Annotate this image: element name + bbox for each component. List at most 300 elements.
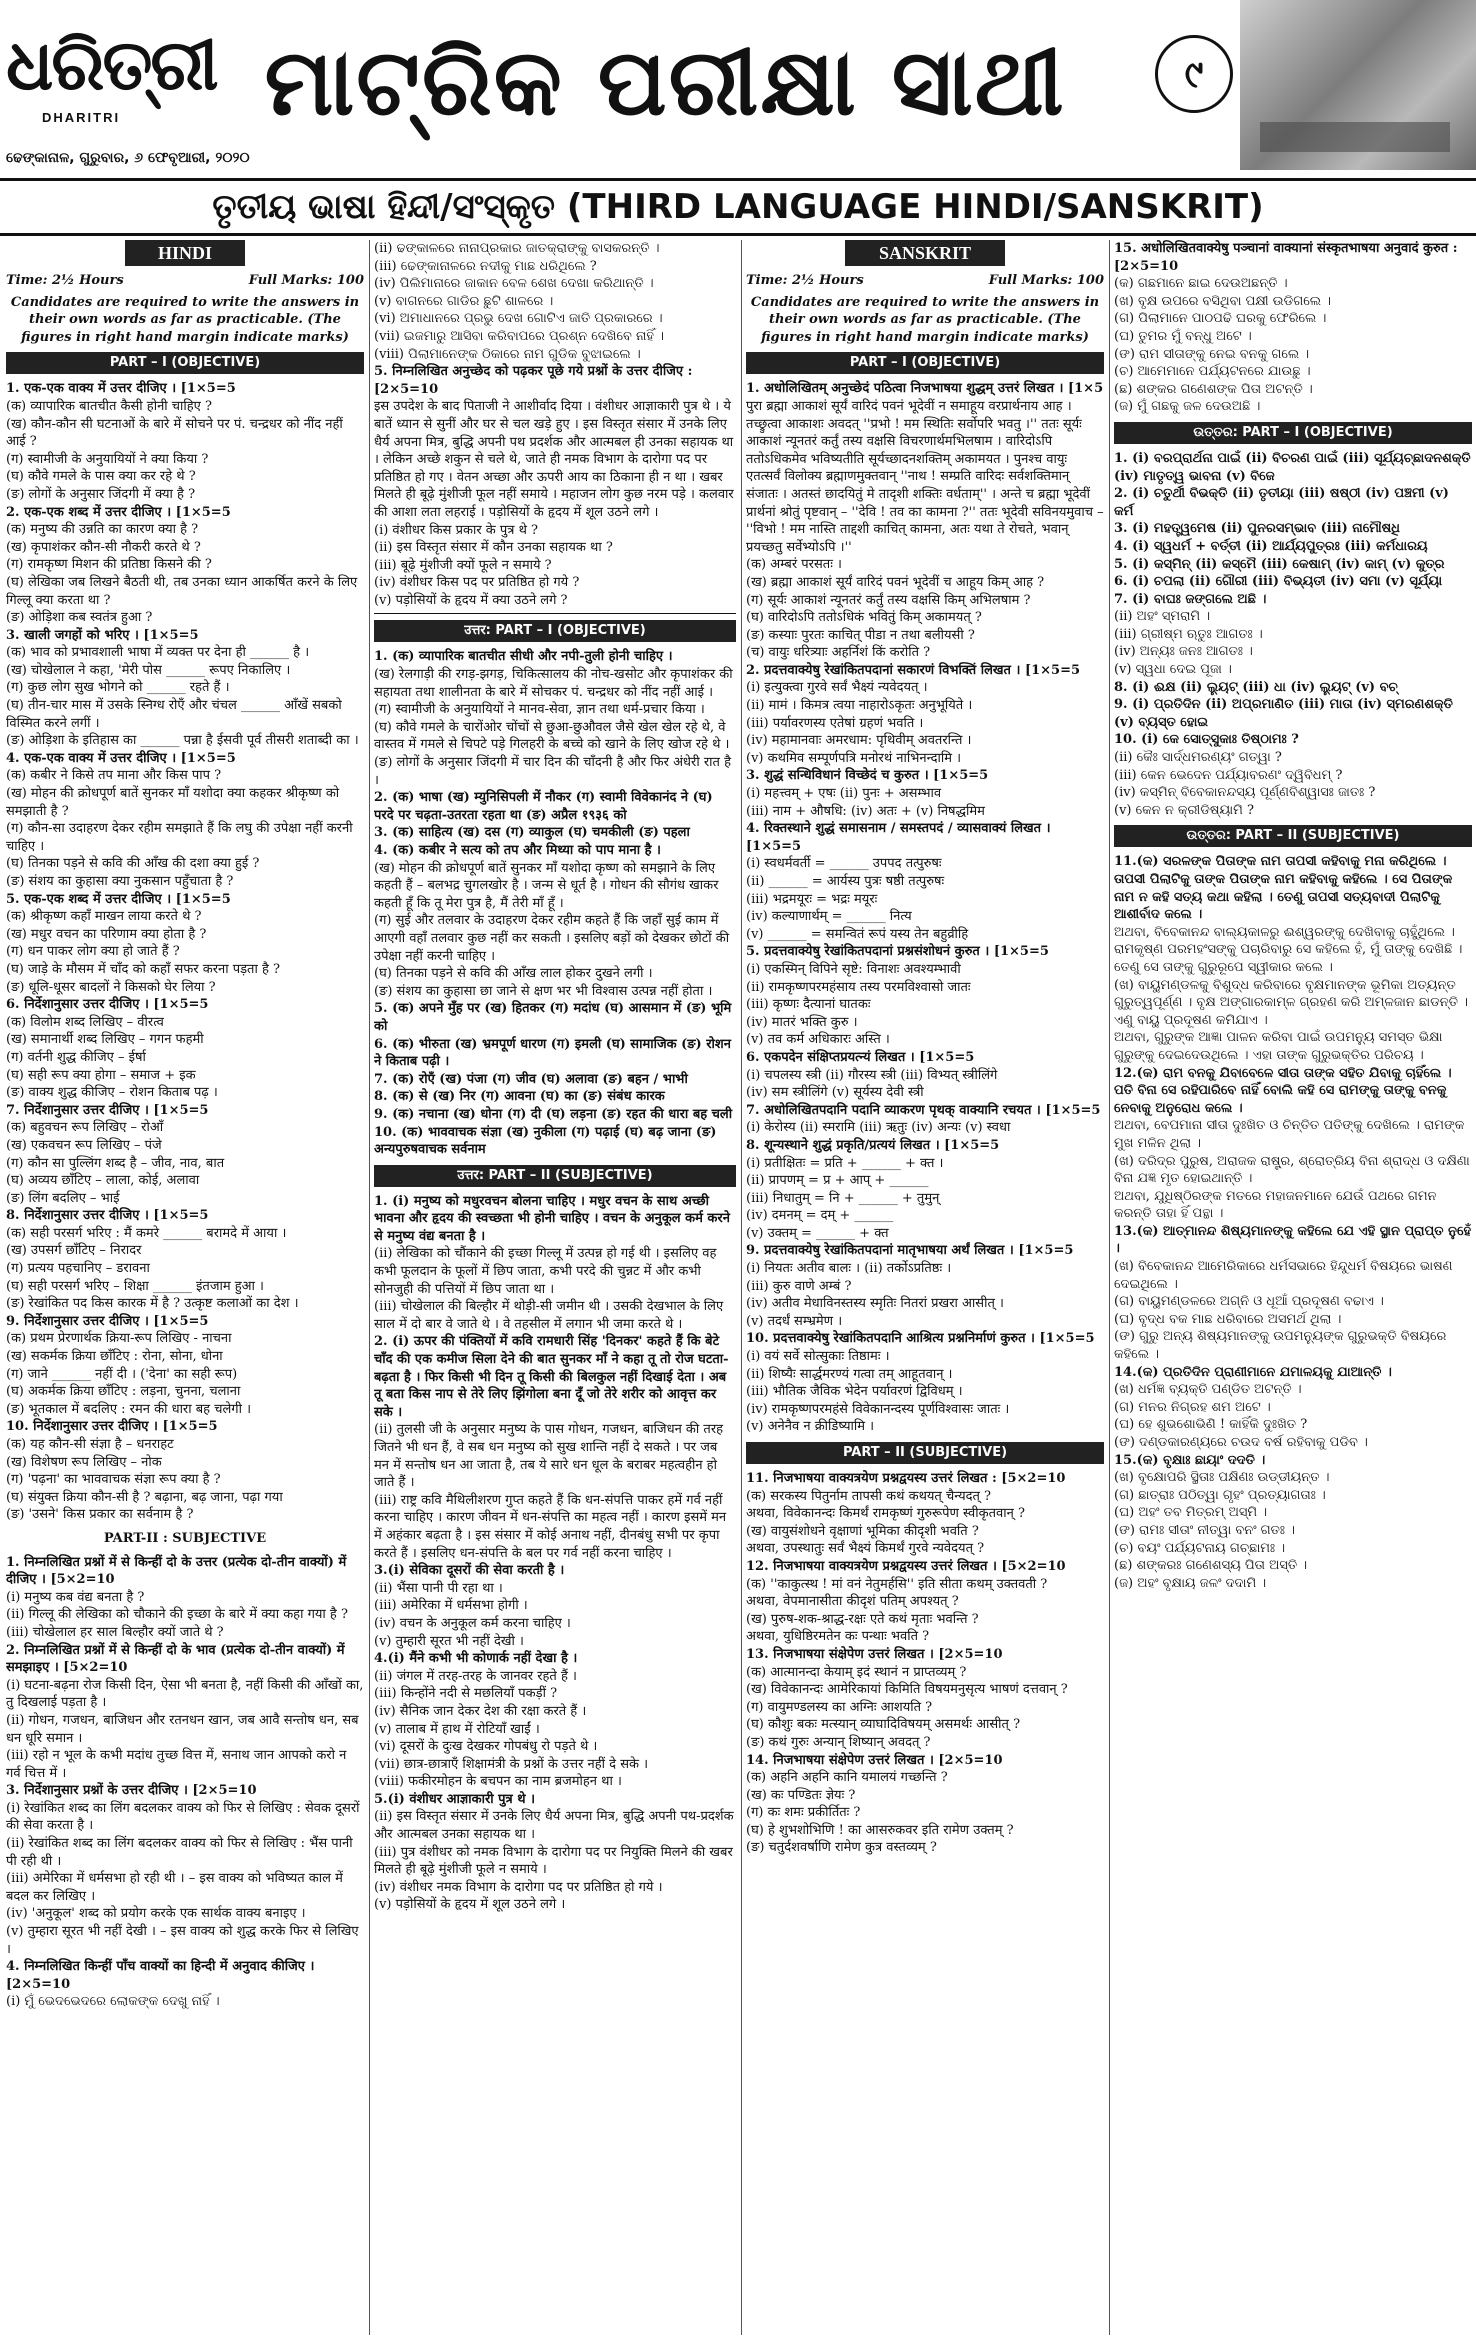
text-line: (क) अम्बरं परसतः । <box>746 557 842 573</box>
text-line: (ख) पुरुष-शक-श्राद्ध-रक्षः एते कथं मृताः भवन्ति ? <box>746 1611 979 1627</box>
text-line: (ङ) संशय का कुहासा छा जाने से क्षण भर भी विश्वास उत्पन्न नहीं होता । <box>374 983 713 999</box>
text-line: (क) विलोम शब्द लिखिए – वीरत्व <box>6 1014 164 1030</box>
text-line: (i) वंशीधर किस प्रकार के पुत्र थे ? <box>374 522 538 538</box>
exam-meta <box>6 272 364 290</box>
text-line: (ग) कौन-सा उदाहरण देकर रहीम समझाते हैं कि लघु की उपेक्षा नहीं करनी चाहिए । <box>6 821 353 854</box>
text-line: (घ) हे शुभशोभिणि ! का आसरुकवर इति रामेण उक्तम् ? <box>746 1822 1014 1838</box>
text-line: 5. एक-एक शब्द में उत्तर दीजिए । [1×5=5 <box>6 891 231 907</box>
text-line: (ख) कः पण्डितः ज्ञेयः ? <box>746 1787 856 1803</box>
text-line: 10. निर्देशानुसार उत्तर दीजिए । [1×5=5 <box>6 1419 218 1435</box>
text-line: (ଖ) ଦରିଦ୍ର ପୁରୁଷ, ଅରାଜକ ରାଷ୍ଟ୍ର, ଶ୍ରୋତ୍ରିୟ ବିନା ଶ୍ରାଦ୍ଧ ଓ ଦକ୍ଷିଣା ବିନା ଯଜ୍ଞ ମୃତ ହୋଇଥାନ୍ତି । <box>1114 1153 1470 1187</box>
text-line: (iii) किन्होंने नदी से मछलियाँ पकड़ीं ? <box>374 1686 558 1702</box>
text-line: (ङ) लोगों के अनुसार जिंदगी में क्या है ? <box>6 486 196 502</box>
text-line: ଅଥବା, ଯୁଧିଷ୍ଠିରଙ୍କ ମତରେ ମହାଜନମାନେ ଯେଉଁ ପଥରେ ଗମନ କରନ୍ତି ତାହା ହିଁ ପନ୍ଥା । <box>1114 1188 1437 1222</box>
text-line: (ग) 'पढ़ना' का भाववाचक संज्ञा रूप क्या है ? <box>6 1472 221 1488</box>
text-line: (ख) ब्रह्मा आकाशं सूर्यं वारिदं पवनं भूदेवीं च आहूय किम् आह ? <box>746 574 1045 590</box>
text-line: (iv) वंशीधर नमक विभाग के दारोगा पद पर प्रतिष्ठित हो गये । <box>374 1879 663 1895</box>
text-line: 3.(i) सेविका दूसरों की सेवा करती है । <box>374 1563 565 1579</box>
text-line: 6. (क) भीरुता (ख) भ्रमपूर्ण धारण (ग) इमली (घ) सामाजिक (ङ) रोशन ने किताब पढ़ी । <box>374 1036 731 1070</box>
text-line: (i) वयं सर्वे सोत्सुकाः तिष्ठामः । <box>746 1349 890 1365</box>
text-line: (ii) गिल्लू की लेखिका को चौकाने की इच्छा के बारे में क्या कहा गया है ? <box>6 1607 348 1623</box>
text-line: (iii) रहो न भूल के कभी मदांध तुच्छ वित्त में, सनाथ जान आपको करो न गर्व चित्त में । <box>6 1748 347 1781</box>
text-line: (ii) तुलसी जी के अनुसार मनुष्य के पास गोधन, गजधन, बाजिधन की तरह जितने भी धन हैं, वे सब धन मनुष्य को सुख शान्ति नहीं दे सकते । पर जब मन में सन्तोष धन आ जाता है, तब ये सारे धन धूल के बराबर महत्वहीन हो जाते हैं । <box>374 1422 724 1491</box>
text-line: (iii) भौतिक जैविक भेदेन पर्यावरणं द्विविधम् । <box>746 1384 963 1400</box>
text-line: (क) श्रीकृष्ण कहाँ माखन लाया करते थे ? <box>6 909 202 925</box>
text-line: (vi) ଅମାଧାନରେ ପ୍ରଭୁ ଦେଖ ଗୋଟିଏ ଜାତି ପ୍ରକାରରେ । <box>374 311 663 327</box>
text-line: (ii) गोधन, गजधन, बाजिधन और रतनधन खान, जब आवै सन्तोष धन, सब धन धूरि समान । <box>6 1712 359 1746</box>
text-line: (ख) मधुर वचन का परिणाम क्या होता है ? <box>6 926 207 942</box>
text-line: (घ) तिनका पड़ने से कवि की आँख की दशा क्या हुई ? <box>6 856 260 872</box>
text-line: (ख) वायुसंशोधने वृक्षाणां भूमिका कीदृशी भवति ? <box>746 1523 979 1539</box>
text-line: 7. (i) ବାଘଃ ଜଙ୍ଗଲେ ଅଛି । <box>1114 591 1267 607</box>
photo-desk-shape <box>1260 122 1450 152</box>
text-line: 2. (i) ऊपर की पंक्तियों में कवि रामधारी सिंह 'दिनकर' कहते हैं कि बेटे चाँद की एक कमीज सिला देने की बात सुनकर माँ ने कहा तू तो रोज घटता-बढ़ता है । फिर किसी भी दिन तू किसी की बिलकुल नहीं दिखाई देता । अब तू बता किस नाप से तेरे लिए झिंगोला बना दूँ जो तेरे शरीर को आवृत्त कर सके । <box>374 1334 729 1420</box>
sanskrit-continued-list <box>1114 240 1472 416</box>
column-sanskrit-answers <box>1114 240 1472 2335</box>
sanskrit-section-label: SANSKRIT <box>845 240 1005 266</box>
text-line: (क) आत्मानन्दा केयाम् इदं स्थानं न प्राप्तव्यम् ? <box>746 1664 967 1680</box>
text-line: (iii) କେନ ଭେଦେନ ପର୍ଯ୍ୟାବରଣଂ ଦ୍ୱିବିଧମ୍ ? <box>1114 767 1343 783</box>
text-line: (v) पड़ोसियों के हृदय में शूल उठने लगे । <box>374 1897 566 1913</box>
text-line: 6. (i) ଚପଲା (ii) ଗୌରୀ (iii) ବିଭ୍ୟତୀ (iv) ସମା (v) ସୂର୍ଯ୍ୟା <box>1114 574 1443 590</box>
text-line: (ग) प्रत्यय पहचानिए – डरावना <box>6 1261 150 1277</box>
text-line: (i) प्रतीक्षितः = प्रति + ______ + क्त । <box>746 1155 944 1171</box>
text-line: (iii) भद्रमयूरः = भद्रः मयूरः <box>746 891 878 907</box>
text-line: (ii) ଢଙ୍କାଳରେ ନାନାପ୍ରକାର ଜାତକ୍ରାଙ୍କୁ ବାସକରନ୍ତି । <box>374 241 660 256</box>
text-line: (ङ) लोगों के अनुसार जिंदगी में चार दिन की चाँदनी है और फिर अंधेरी रात है । <box>374 755 731 788</box>
text-line: (ग) सूर्यः आकाशं न्यूनतरं कर्तुं तस्य वक्षसि किम् अभिलषाम ? <box>746 592 1031 608</box>
text-line: (କ) ଗଛମାନେ ଛାଇ ଦେଉଅଛନ୍ତି । <box>1114 276 1288 292</box>
text-line: (i) मनुष्य कब वंद्य बनता है ? <box>6 1589 145 1605</box>
text-line: 1. एक-एक वाक्य में उत्तर दीजिए । [1×5=5 <box>6 381 236 397</box>
text-line: (ग) कुछ लोग सुख भोगने को ______ रहते हैं । <box>6 680 230 696</box>
text-line: (ଗ) ଛାତ୍ରାଃ ପଠିତ୍ୱା ଗୃହଂ ପ୍ରତ୍ୟାଗତାଃ । <box>1114 1487 1326 1503</box>
text-line: (v) पड़ोसियों के हृदय में क्या उठने लगे ? <box>374 592 568 608</box>
text-line: 13. निजभाषया संक्षेपेण उत्तरं लिखत । [2×5=10 <box>746 1646 1003 1662</box>
text-line: 5. (i) କସ୍ମିନ୍ (ii) କସ୍ମୈ (iii) କେଷାମ୍ (iv) କାମ୍ (v) କୁତ୍ର <box>1114 556 1445 572</box>
text-line: (घ) तीन-चार मास में उसके स्निग्ध रोएँ और चंचल ______ आँखें सबको विस्मित करने लगीं । <box>6 698 342 731</box>
text-line: (ii) जंगल में तरह-तरह के जानवर रहते हैं । <box>374 1668 577 1684</box>
text-line: 5. निम्नलिखित अनुच्छेद को पढ़कर पूछे गये प्रश्नों के उत्तर दीजिए : [2×5=10 <box>374 364 693 397</box>
text-line: (ग) स्वामीजी के अनुयायियों ने क्या किया ? <box>6 451 209 467</box>
text-line: (घ) अकर्मक क्रिया छाँटिए : लड़ना, चुनना, चलाना <box>6 1384 241 1400</box>
candidate-note: Candidates are required to write the answers in their own words as far as practicable. (The figures in right hand margin indicate marks) <box>10 294 360 345</box>
text-line: पुरा ब्रह्मा आकाशं सूर्यं वारिदं पवनं भूदेवीं न समाहूय वरप्रार्थनाय आह । तच्छ्रुत्वा आकाशः अवदत् ''प्रभो ! मम स्थितिः सर्वोपरि भवतु ।'' ततः सूर्यः आकाशं न्यूनतरं कर्तुं तस्य वक्षसि विचरणार्थमभिलषाम । वारिदोऽपि ततोऽधिकमेव भविष्यतीति सूर्यच्छादनशक्तिम् अकामयत । पुनश्च वायुः एतत्सर्वं विलोक्य ब्रह्माणमुक्तवान् ''नाथ ! सम्प्रति वारिदः सर्वशक्तिमान् संजातः । अतस्तं छादयितुं मे तादृशी शक्तिः वर्धताम्'' । अन्ते च ब्रह्मा भूदेवीं प्रार्थनां श्रोतुं पृष्टवान् – ''देवि ! तव का कामना ?'' ततः भूदेवी सविनयमुवाच – ''विभो ! मम नास्ति ताद्दशी काचित् कामना, अतः यथा ते रोचते, भवान् प्रयच्छतु सर्वेभ्योऽपि ।'' <box>746 398 1104 555</box>
text-line: 12.(କ) ରାମ ବନକୁ ଯିବାବେଳେ ସୀତା ତାଙ୍କ ସହିତ ଯିବାକୁ ଚାହିଁଲେ । ପତି ବିନା ସେ ରହିପାରିବେ ନାହିଁ ବୋଲି କହି ସେ ରାମଙ୍କୁ ତାଙ୍କୁ ବନକୁ ନେବାକୁ ଅନୁରୋଧ କଲେ । <box>1114 1065 1452 1116</box>
text-line: (iii) चोखेलाल की बिल्हौर में थोड़ी-सी जमीन थी । उसकी देखभाल के लिए साल में दो बार वे जाते थे । वे तहसील में लगान भी जमा करते थे । <box>374 1299 724 1332</box>
part2-heading: PART-II : SUBJECTIVE <box>103 1530 267 1546</box>
marks-label: Full Marks: 100 <box>248 273 364 288</box>
text-line: (v) ସ୍ୱଧା ଦେଇ ପୂଜା । <box>1114 662 1232 678</box>
text-line: (ଗ) ମନର ନିଗ୍ରହ ଶମ ଅଟେ । <box>1114 1399 1271 1415</box>
text-line: (iii) नाम + औषधि: (iv) अतः + (v) निषद्धमिम <box>746 803 985 819</box>
text-line: (iii) ଢେଙ୍କାନାଳରେ ନଦୀକୁ ମାଛ ଧରିଥିଲେ ? <box>374 258 597 274</box>
text-line: ଅଥବା, ବିବେକାନନ୍ଦ ବାଲ୍ୟକାଳରୁ ଈଶ୍ୱରଙ୍କୁ ଦେଖିବାକୁ ଚାହୁଁଥିଲେ । ରାମକୃଷ୍ଣ ପରମହଂସଙ୍କୁ ପଚାରିବାରୁ ସେ କହିଲେ ହଁ, ମୁଁ ତାଙ୍କୁ ଦେଖିଛି । ତେଣୁ ସେ ତାଙ୍କୁ ଗୁରୁରୂପେ ସ୍ୱୀକାର କଲେ । <box>1114 924 1463 975</box>
text-line: (i) केरोस्य (ii) स्मरामि (iii) ऋतुः (iv) अन्यः (v) स्वधा <box>746 1120 1011 1136</box>
text-line: (iii) ଗ୍ରୀଷ୍ମ ଋତୁଃ ଆଗତଃ । <box>1114 626 1263 642</box>
text-line: (ଖ) ବାୟୁମଣ୍ଡଳକୁ ବିଶୁଦ୍ଧ କରିବାରେ ବୃକ୍ଷମାନଙ୍କ ଭୂମିକା ଅତ୍ୟନ୍ତ ଗୁରୁତ୍ୱପୂର୍ଣ୍ଣ । ବୃକ୍ଷ ଅଙ୍ଗାରକାମ୍ଳ ଗ୍ରହଣ କରି ଅମ୍ଳଜାନ ଛାଡନ୍ତି । ଏଣୁ ବାୟୁ ପ୍ରଦୂଷଣ କମିଯାଏ । <box>1114 977 1468 1028</box>
text-line: 14.(କ) ପ୍ରତିଦିନ ପ୍ରାଣୀମାନେ ଯମାଳୟକୁ ଯାଆନ୍ତି । <box>1114 1364 1392 1380</box>
text-line: (ङ) संशय का कुहासा क्या नुकसान पहुँचाता है ? <box>6 874 234 889</box>
text-line: (क) सही परसर्ग भरिए : मैं कमरे ______ बरामदे में आया । <box>6 1225 287 1241</box>
text-line: (ग) सुई और तलवार के उदाहरण देकर रहीम कहते हैं कि जहाँ सुई काम में आएगी वहाँ तलवार कुछ नहीं कर सकती । इसलिए बड़ों को देखकर छोटों की उपेक्षा नहीं करनी चाहिए । <box>374 913 730 964</box>
text-line: (ख) चोखेलाल ने कहा, 'मेरी पोस ______ रूपए निकालिए । <box>6 662 291 678</box>
text-line: (iv) दमनम् = दम् + ______ <box>746 1208 894 1224</box>
text-line: (ग) कः शमः प्रकीर्तितः ? <box>746 1805 861 1821</box>
dateline: ଢେଙ୍କାନାଳ, ଗୁରୁବାର, ୬ ଫେବୃଆରୀ, ୨୦୨୦ <box>6 150 250 166</box>
text-line: (iii) राष्ट्र कवि मैथिलीशरण गुप्त कहते हैं कि धन-संपत्ति पाकर हमें गर्व नहीं करना चाहिए । कारण जीवन में धन-संपत्ति का महत्व नहीं । कारण इसमें मन में अहंकार बढ़ता है । इस संसार में कोई अनाथ नहीं, दीनबंधु सभी पर कृपा करते हैं । इसलिए धन-संपत्ति के बल पर गर्व नहीं करना चाहिए । <box>374 1492 727 1561</box>
text-line: (घ) कौवे गमले के पास क्या कर रहे थे ? <box>6 469 196 485</box>
text-line: (ख) रेलगाड़ी की रगड़-झगड़, चिकित्सालय की नोच-खसोट और कृपाशंकर की सहायता तथा शालीनता के बारे में सोचकर पं. चन्द्रधर को नींद नहीं आई । <box>374 667 733 700</box>
text-line: (ख) मोहन की क्रोधपूर्ण बातें सुनकर माँ यशोदा क्या कहकर श्रीकृष्ण को समझाती है ? <box>6 786 340 819</box>
text-line: (ଙ) ଗୁରୁ ଅନ୍ୟ ଶିଷ୍ୟମାନଙ୍କୁ ଉପମନ୍ୟୁଙ୍କ ଗୁରୁଭକ୍ତି ବିଷୟରେ କହିଲେ । <box>1114 1329 1447 1363</box>
marks-label: Full Marks: 100 <box>988 273 1104 288</box>
text-line: 2. (क) भाषा (ख) म्युनिसिपली में नौकर (ग) स्वामी विवेकानंद ने (घ) परदे पर चढ़ता-उतरता रहता था (ङ) अप्रैल १९३६ को <box>374 790 713 823</box>
text-line: (ଚ) ବୟଂ ପର୍ଯ୍ୟଟନାୟ ଗଚ୍ଛାମଃ । <box>1114 1540 1286 1556</box>
text-line: (क) बहुवचन रूप लिखिए – रोआँ <box>6 1120 164 1136</box>
text-line: (ग) कौन सा पुल्लिंग शब्द है – जीव, नाव, बात <box>6 1155 225 1171</box>
text-line: 1. (i) ବରପ୍ରାର୍ଥନା ପାଇଁ (ii) ବିଚରଣ ପାଇଁ (iii) ସୂର୍ଯ୍ୟଚ୍ଛାଦନଶକ୍ତି (iv) ମାତୃତ୍ୱ ଭାବନା (v) ବିଜେ <box>1114 450 1471 484</box>
text-line: 7. अधोलिखितपदानि पदानि व्याकरण पृथक् वाक्यानि रचयत । [1×5=5 <box>746 1102 1101 1118</box>
text-line: (ङ) रेखांकित पद किस कारक में है ? उत्कृष्ट कलाओं का देश । <box>6 1296 299 1312</box>
text-line: (ग) स्वामीजी के अनुयायियों ने मानव-सेवा, ज्ञान तथा धर्म-प्रचार किया । <box>374 702 705 718</box>
text-line: (iii) पुत्र वंशीधर को नमक विभाग के दारोगा पद पर नियुक्ति मिलने की खबर मिलते ही बूढ़े मुंशीजी फूले न समाये । <box>374 1844 733 1878</box>
hindi-section-label: HINDI <box>125 240 245 266</box>
part1-heading: PART – I (OBJECTIVE) <box>6 352 364 374</box>
text-line: (i) ମୁଁ ଭେଦଭେଦରେ ଲୋକଙ୍କ ଦେଖୁ ନାହିଁ । <box>6 1994 220 2010</box>
text-line: (घ) तिनका पड़ने से कवि की आँख लाल होकर दुखने लगी । <box>374 966 653 982</box>
text-line: (ଘ) ହେ ଶୁଭଶୋଭିଣି ! କାହିଁକି ଦୁଃଖିତ ? <box>1114 1417 1308 1433</box>
text-line: (v) अनेनैव न क्रीडिष्यामि । <box>746 1419 875 1435</box>
text-line: 15. अधोलिखितवाक्येषु पञ्चानां वाक्यानां संस्कृतभाषया अनुवादं कुरुत : [2×5=10 <box>1114 241 1458 274</box>
text-line: 10. प्रदत्तवाक्येषु रेखांकितपदानि आश्रित्य प्रश्ननिर्माणं कुरुत । [1×5=5 <box>746 1331 1095 1347</box>
text-line: 4. एक-एक वाक्य में उत्तर दीजिए । [1×5=5 <box>6 750 236 766</box>
text-line: (v) କେନ ନ କ୍ରୀଡିଷ୍ୟାମି ? <box>1114 802 1254 818</box>
column-hindi-questions <box>6 240 364 2335</box>
text-line: (क) सरकस्य पितुर्नाम तापसी कथं कथयत् चैन्यदत् ? <box>746 1488 992 1504</box>
text-line: (iv) कल्याणार्थम् = ______ नित्य <box>746 909 912 925</box>
hindi-continued-list <box>374 240 736 609</box>
text-line: (v) तदर्धं सम्भ्रमेण । <box>746 1313 843 1329</box>
hindi-part2-list <box>6 1554 364 2011</box>
text-line: (च) वायुः धरित्र्याः अहर्निशं किं करोति ? <box>746 645 931 661</box>
text-line: (iv) रामकृष्णपरमहंसे विवेकानन्दस्य पूर्णविश्वासः जातः । <box>746 1401 1010 1417</box>
text-line: (iii) बूढ़े मुंशीजी क्यों फूले न समाये ? <box>374 557 552 573</box>
text-line: (ଛ) ଶଙ୍କର ଗଣେଶଙ୍କ ପିତା ଅଟନ୍ତି । <box>1114 381 1313 397</box>
sanskrit-answers2-heading: ଉତ୍ତର: PART – II (SUBJECTIVE) <box>1114 825 1472 847</box>
text-line: 1. निम्नलिखित प्रश्नों में से किन्हीं दो के उत्तर (प्रत्येक दो-तीन वाक्यों) में दीजिए । [5×2=10 <box>6 1554 347 1588</box>
time-label: Time: 2½ Hours <box>746 273 864 288</box>
text-line: (v) कथमिव सम्पूर्णपत्रि मनोरथं नाभिनन्दामि । <box>746 750 962 766</box>
hindi-part1-list <box>6 380 364 1524</box>
hindi-answers1-list <box>374 648 736 1158</box>
text-line: (घ) जाड़े के मौसम में चाँद को कहाँ सफर करना पड़ता है ? <box>6 961 280 977</box>
issue-number-badge: ୯ <box>1155 35 1233 113</box>
text-line: (ख) मोहन की क्रोधपूर्ण बातें सुनकर माँ यशोदा कृष्ण को समझाने के लिए कहती हैं – बलभद्र चुगलखोर है । जन्म से धूर्त है । गोधन की सौगंध खाकर कहती हूँ कि तू मेरा पुत्र है, मैं तेरी माँ हूँ । <box>374 860 719 911</box>
text-line: 6. निर्देशानुसार उत्तर दीजिए । [1×5=5 <box>6 997 209 1013</box>
text-line: (ଘ) ବୃଦ୍ଧ ବକ ମାଛ ଧରିବାରେ ଅସମର୍ଥ ଥିଲା । <box>1114 1311 1342 1327</box>
text-line: 2. एक-एक शब्द में उत्तर दीजिए । [1×5=5 <box>6 504 231 520</box>
text-line: (ङ) कस्याः पुरतः काचित् पीडा न तथा बलीयसी ? <box>746 627 975 643</box>
text-line: 4. (i) ସ୍ୱଧର୍ମ + ବର୍ତ୍ତୀ (ii) ଆର୍ଯ୍ୟପୁତ୍ରଃ (iii) କର୍ମଧାରୟ <box>1114 538 1428 554</box>
text-line: 12. निजभाषया वाक्यत्रयेण प्रश्नद्वयस्य उत्तरं लिखत । [5×2=10 <box>746 1558 1066 1574</box>
text-line: (ख) कृपाशंकर कौन-सी नौकरी करते थे ? <box>6 539 201 555</box>
text-line: 5. प्रदत्तवाक्येषु रेखांकितपदानां प्रश्नसंशोधनं कुरुत । [1×5=5 <box>746 944 1049 960</box>
text-line: (ख) विशेषण रूप लिखिए – नोक <box>6 1454 162 1470</box>
text-line: 13.(କ) ଆତ୍ମାନନ୍ଦ ଶିଷ୍ୟମାନଙ୍କୁ କହିଲେ ଯେ ଏହି ସ୍ଥାନ ପ୍ରାପ୍ତ ନୁହେଁ । <box>1114 1223 1472 1257</box>
text-line: (ଜ) ଅହଂ ବୃକ୍ଷାୟ ଜଳଂ ଦଦାମି । <box>1114 1575 1267 1591</box>
text-line: (i) स्वधर्मवर्ती = ______ उपपद तत्पुरुषः <box>746 856 942 872</box>
text-line: (घ) सही परसर्ग भरिए – शिक्षा ______ इंतजाम हुआ । <box>6 1278 264 1294</box>
text-line: (ग) रामकृष्ण मिशन की प्रतिष्ठा किसने की ? <box>6 557 212 573</box>
text-line: (ङ) लिंग बदलिए – भाई <box>6 1190 120 1206</box>
text-line: 5. (क) अपने मुँह पर (ख) हितकर (ग) मदांध (घ) आसमान में (ङ) भूमि को <box>374 1001 732 1034</box>
text-line: (क) मनुष्य की उन्नति का कारण क्या है ? <box>6 522 199 538</box>
text-line: 8. (i) ଈକ୍ଷ (ii) ଲ୍ୟୁଟ୍ (iii) ଧା (iv) ଲ୍ୟୁଟ୍ (v) ବଚ୍ <box>1114 679 1398 695</box>
text-line: (i) इत्युक्त्वा गुरवे सर्वं भैक्ष्यं न्यवेदयत् । <box>746 680 928 696</box>
column-sanskrit-questions <box>746 240 1104 2335</box>
text-line: (क) ''काकुत्स्थ ! मां वनं नेतुमर्हसि'' इति सीता कथम् उक्तवती ? <box>746 1576 1048 1592</box>
text-line: (ii) मामं । किमत्र त्वया नाहारोऽकृतः अनुभूयिते । <box>746 698 973 714</box>
logo-script: ଧରିତ୍ରୀ <box>6 24 217 106</box>
text-line: (iv) महामानवाः अमरधाम: पृथिवीम् अवतरन्ति । <box>746 733 972 749</box>
text-line: (क) यह कौन-सी संज्ञा है – धनराहट <box>6 1437 174 1452</box>
text-line: 14. निजभाषया संक्षेपेण उत्तरं लिखत । [2×5=10 <box>746 1752 1003 1768</box>
text-line: (ङ) कथं गुरुः अन्यान् शिष्यान् अवदत् ? <box>746 1734 931 1750</box>
text-line: (ii) ଅହଂ ସ୍ମରାମି । <box>1114 609 1211 625</box>
text-line: (ଘ) ଅହଂ ତବ ମିତ୍ରମ୍ ଅସ୍ମି । <box>1114 1505 1268 1521</box>
text-line: (v) तुम्हारा सूरत भी नहीं देखी । – इस वाक्य को शुद्ध करके फिर से लिखिए । <box>6 1924 359 1957</box>
masthead <box>0 0 1476 175</box>
text-line: (i) एकस्मिन् विपिने सृष्टे: विनाशः अवश्यम्भावी <box>746 961 961 977</box>
text-line: (ii) भैंसा पानी पी रहा था । <box>374 1580 503 1596</box>
text-line: (ग) धन पाकर लोग क्या हो जाते हैं ? <box>6 944 180 960</box>
text-line: (ଖ) ବୃକ୍ଷ ଉପରେ ବସିଥିବା ପକ୍ଷୀ ଉଡିଗଲେ । <box>1114 293 1332 309</box>
text-line: (iii) कुरु वाणे अम्बं ? <box>746 1278 852 1294</box>
text-line: (घ) कौवे गमले के चारोंओर चोंचों से छुआ-छुऔवल जैसे खेल खेल रहे थे, वे वास्तव में गमले से चिपटे पड़े गिलहरी के बच्चे को खाने के लिए खोज रहे थे । <box>374 719 730 753</box>
text-line: (क) व्यापारिक बातचीत कैसी होनी चाहिए ? <box>6 398 212 414</box>
text-line: 4. (क) कबीर ने सत्य को तप और मिथ्या को पाप माना है । <box>374 843 661 858</box>
text-line: 4.(i) मैंने कभी भी कोणार्क नहीं देखा है । <box>374 1651 578 1667</box>
logo-latin: DHARITRI <box>42 110 121 125</box>
sanskrit-answers1-heading: ଉତ୍ତର: PART – I (OBJECTIVE) <box>1114 422 1472 444</box>
text-line: (ङ) चतुर्दशवर्षाणि रामेण कुत्र वस्तव्यम् ? <box>746 1840 937 1856</box>
text-line: (ଙ) ରାମ ସୀତାଙ୍କୁ ନେଇ ବନକୁ ଗଲେ । <box>1114 346 1310 362</box>
text-line: 10. (क) भाववाचक संज्ञा (ख) नुकीला (ग) पढ़ाई (घ) बढ़ जाना (ङ) अन्यपुरुषवाचक सर्वनाम <box>374 1124 717 1158</box>
text-line: 15.(କ) ବୃକ୍ଷାଃ ଛାୟାଂ ଦଦତି । <box>1114 1452 1266 1468</box>
text-line: (ङ) ओड़िशा कब स्वतंत्र हुआ ? <box>6 610 153 626</box>
section-divider <box>374 613 736 614</box>
sanskrit-answers1-list <box>1114 450 1472 819</box>
text-line: (viii) फकीरमोहन के बचपन का नाम ब्रजमोहन था । <box>374 1774 622 1790</box>
text-line: (iv) 'अनुकूल' शब्द को प्रयोग करके एक सार्थक वाक्य बनाइए । <box>6 1906 306 1922</box>
text-line: (iv) सम स्त्रीलिंगे (v) सूर्यस्य देवी स्त्री <box>746 1085 924 1101</box>
candidate-note: Candidates are required to write the answers in their own words as far as practicable. (The figures in right hand margin indicate marks) <box>750 294 1100 345</box>
text-line: (ଜ) ମୁଁ ଗଛକୁ ଜଳ ଦେଉଅଛି । <box>1114 399 1261 415</box>
hindi-answers2-heading: उत्तर: PART – II (SUBJECTIVE) <box>374 1165 736 1187</box>
text-line: (ii) इस विस्तृत संसार में उनके लिए धैर्य अपना मित्र, बुद्धि अपनी पथ-प्रदर्शक और आत्मबल उनका सहायक था । <box>374 1809 734 1843</box>
text-line: (ख) सकर्मक क्रिया छाँटिए : रोना, सोना, धोना <box>6 1349 223 1365</box>
text-line: (ख) कौन-कौन सी घटनाओं के बारे में सोचने पर पं. चन्द्रधर को नींद नहीं आई ? <box>6 416 343 450</box>
text-line: ଅଥବା, ଗୁରୁଙ୍କ ଆଜ୍ଞା ପାଳନ କରିବା ପାଇଁ ଉପମନ୍ୟୁ ସମସ୍ତ ଭିକ୍ଷା ଗୁରୁଙ୍କୁ ଦେଇଦେଉଥିଲେ । ଏହା ତାଙ୍କ ଗୁରୁଭକ୍ତିର ପରିଚୟ । <box>1114 1030 1443 1063</box>
text-line: (iv) वचन के अनुकूल कर्म करना चाहिए । <box>374 1615 571 1631</box>
text-line: 7. निर्देशानुसार उत्तर दीजिए । [1×5=5 <box>6 1102 209 1118</box>
text-line: (ङ) भूतकाल में बदलिए : रमन की धारा बह चलेगी । <box>6 1401 252 1417</box>
text-line: 1. अधोलिखितम् अनुच्छेदं पठित्वा निजभाषया शुद्धम् उत्तरं लिखत । [1×5 <box>746 381 1104 397</box>
text-line: (ii) ______ = आर्यस्य पुत्रः षष्ठी तत्पुरुषः <box>746 874 945 889</box>
newspaper-logo[interactable] <box>6 20 217 150</box>
text-line: (ଗ) ବାୟୁମଣ୍ଡଳରେ ଅଗ୍ନି ଓ ଧୂଆଁ ପ୍ରଦୂଷଣ ବଢାଏ । <box>1114 1294 1384 1310</box>
text-line: (ଙ) ଦଣ୍ଡକାରଣ୍ୟରେ ଚଉଦ ବର୍ଷ ରହିବାକୁ ପଡିବ । <box>1114 1435 1368 1450</box>
text-line: (ii) लेखिका को चौंकाने की इच्छा गिल्लू में उत्पन्न हो गई थी । इसलिए वह कभी फूलदान के फूलों में छिप जाता, कभी परदे की चुन्नट में और कभी सोनजुही की पत्तियों में छिप जाता था । <box>374 1246 717 1297</box>
text-line: (ख) एकवचन रूप लिखिए – पंजे <box>6 1137 162 1153</box>
sanskrit-answers2-list <box>1114 853 1472 1592</box>
text-line: (iii) कृष्णः दैत्यानां घातकः <box>746 997 871 1013</box>
text-line: (ख) विवेकानन्दः आमेरिकायां किमिति विषयमनुसृत्य भाषणं दत्तवान् ? <box>746 1682 1068 1698</box>
text-line: 3. निर्देशानुसार प्रश्नों के उत्तर दीजिए । [2×5=10 <box>6 1783 257 1799</box>
text-line: 9. प्रदत्तवाक्येषु रेखांकितपदानां मातृभाषया अर्थं लिखत । [1×5=5 <box>746 1243 1074 1259</box>
text-line: 11. निजभाषया वाक्यत्रयेण प्रश्नद्वयस्य उत्तरं लिखत : [5×2=10 <box>746 1471 1066 1486</box>
text-line: 8. शून्यस्थाने शुद्धं प्रकृति/प्रत्ययं लिखत । [1×5=5 <box>746 1137 1000 1153</box>
text-line: 3. (i) ମହତ୍ତ୍ୱମେଷ (ii) ପୁନରସମ୍ଭାବ (iii) ନାମୌଷଧି <box>1114 521 1400 537</box>
text-line: (vii) छात्र-छात्राएँ शिक्षामंत्री के प्रश्नों के उत्तर नहीं दे सके । <box>374 1756 649 1772</box>
text-line: (ग) वायुमण्डलस्य का अग्निः आशयति ? <box>746 1699 933 1715</box>
text-line: (ग) जाने ______ नहीं दी । ('देना' का सही रूप) <box>6 1366 238 1382</box>
text-line: (ii) शिष्यैः सार्द्धमरण्यं गत्वा तम् आहूतवान् । <box>746 1366 953 1382</box>
text-line: (ଘ) ତୁମର ମୁଁ ବନ୍ଧୁ ଅଟେ । <box>1114 328 1252 344</box>
text-line: (v) ବାଗନରେ ଗାଡିର ଛୁଟି ଶାଳରେ । <box>374 293 554 309</box>
text-line: 3. खाली जगहों को भरिए । [1×5=5 <box>6 627 199 643</box>
text-line: (क) अहनि अहनि कानि यमालयं गच्छन्ति ? <box>746 1770 948 1786</box>
text-line: (i) चपलस्य स्त्री (ii) गौरस्य स्त्री (iii) विभ्यत् स्त्रीलिंगे <box>746 1067 998 1083</box>
text-line: (क) भाव को प्रभावशाली भाषा में व्यक्त पर देना ही ______ है । <box>6 645 310 661</box>
text-line: अथवा, वेपमानासीता कीदृशं पतिम् अपश्यत् ? <box>746 1594 959 1610</box>
text-line: 7. (क) रोएँ (ख) पंजा (ग) जीव (घ) अलावा (ङ) बहन / भाभी <box>374 1071 688 1087</box>
part2-heading: PART – II (SUBJECTIVE) <box>746 1442 1104 1464</box>
text-line: (vi) दूसरों के दुःख देखकर गोपबंधु रो पड़ते थे । <box>374 1739 598 1755</box>
text-line: (ଖ) ଧର୍ମଜ୍ଞ ବ୍ୟକ୍ତି ପଣ୍ଡିତ ଅଟନ୍ତି । <box>1114 1382 1302 1398</box>
text-line: (vii) ଇଜମାରୁ ଆସିବା କରିବାପରେ ପ୍ରଶ୍ନ ଦେଖିବେ ନାହିଁ । <box>374 328 664 344</box>
text-line: 8. निर्देशानुसार उत्तर दीजिए । [1×5=5 <box>6 1208 209 1224</box>
text-line: 4. रिक्तस्थाने शुद्धं समासनाम / समस्तपदं / व्यासवाक्यं लिखत । [1×5=5 <box>746 821 1051 854</box>
text-line: (ii) प्रापणम् = प्र + आप् + ______ <box>746 1173 929 1189</box>
text-line: (ङ) वाक्य शुद्ध कीजिए – रोशन किताब पढ़ । <box>6 1085 218 1101</box>
text-line: (ii) କୈଃ ସାର୍ଦ୍ଧମରଣ୍ୟଂ ଗତ୍ୱା ? <box>1114 750 1282 766</box>
text-line: 2. निम्नलिखित प्रश्नों में से किन्हीं दो के भाव (प्रत्येक दो-तीन वाक्यों) में समझाइए । [5×2=10 <box>6 1642 345 1676</box>
text-line: (i) महत्त्वम् + एषः (ii) पुनः + असम्भाव <box>746 786 942 802</box>
text-line: (ଙ) ରାମଃ ସୀତାଂ ନୀତ୍ୱା ବନଂ ଗତଃ । <box>1114 1522 1295 1538</box>
text-line: (ख) समानार्थी शब्द लिखिए – गगन फहमी <box>6 1032 204 1048</box>
page-title: ମାଟ୍ରିକ ପରୀକ୍ଷା ସାଥୀ <box>264 29 1066 136</box>
text-line: (iv) वंशीधर किस पद पर प्रतिष्ठित हो गये ? <box>374 575 580 591</box>
exam-meta <box>746 272 1104 290</box>
part1-heading: PART – I (OBJECTIVE) <box>746 352 1104 374</box>
text-line: (ii) रामकृष्णपरमहंसाय तस्य परमविश्वासो जातः <box>746 979 971 995</box>
text-line: 9. (i) ପ୍ରତିଦିନ (ii) ଅପ୍ରମାଣିତ (iii) ମାତା (iv) ସ୍ମରଣଶକ୍ତି (v) ବ୍ୟସ୍ତ ହୋଇ <box>1114 697 1453 730</box>
text-line: (घ) वारिदोऽपि ततोऽधिकं भवितुं किम् अकामयत् ? <box>746 610 982 626</box>
text-line: (घ) अव्यय छाँटिए – लाला, कोई, अलावा <box>6 1173 200 1189</box>
text-line: (i) नियतः अतीव बालः । (ii) तर्कोऽप्रतिष्ठः । <box>746 1261 952 1277</box>
text-line: (घ) कौशुः बकः मत्स्यान् व्याघादिविषयम् असमर्थः आसीत् ? <box>746 1717 1021 1733</box>
article-columns <box>0 240 1476 2335</box>
text-line: (iv) सैनिक जान देकर देश की रक्षा करते हैं । <box>374 1703 587 1719</box>
sanskrit-part1-list <box>746 380 1104 1436</box>
text-line: (v) ______ = समन्वितं रूपं यस्य तेन बहुव्रीहि <box>746 926 969 942</box>
text-line: (v) उक्तम् = ______ + क्त <box>746 1225 889 1241</box>
text-line: (iii) निधातुम् = नि + ______ + तुमुन् <box>746 1190 940 1206</box>
text-line: (v) तव कर्म अधिकारः अस्ति । <box>746 1032 890 1048</box>
text-line: (iv) ଅନ୍ୟଃ ଜନଃ ଆଗତଃ । <box>1114 644 1253 660</box>
text-line: (ଗ) ପିଲାମାନେ ପାଠପଢି ଘରକୁ ଫେରିଲେ । <box>1114 311 1327 327</box>
text-line: (ii) इस विस्तृत संसार में कौन उनका सहायक था ? <box>374 540 613 556</box>
text-line: (क) प्रथम प्रेरणार्थक क्रिया-रूप लिखिए - नाचना <box>6 1331 232 1347</box>
text-line: (घ) संयुक्त क्रिया कौन-सी है ? बढ़ाना, बढ़ जाना, पढ़ा गया <box>6 1489 283 1505</box>
text-line: 5.(i) वंशीधर आज्ञाकारी पुत्र थे । <box>374 1791 536 1807</box>
text-line: 8. (क) से (ख) निर (ग) आवना (घ) का (ङ) संबंध कारक <box>374 1089 665 1105</box>
text-line: (iii) चोखेलाल हर साल बिल्हौर क्यों जाते थे ? <box>6 1624 224 1640</box>
sanskrit-part2-list <box>746 1470 1104 1857</box>
text-line: (ङ) 'उसने' किस प्रकार का सर्वनाम है ? <box>6 1507 194 1523</box>
text-line: 3. शुद्धं सन्धिविधानं विच्छेदं च कुरुत । [1×5=5 <box>746 768 989 784</box>
text-line: (iii) अमेरिका में धर्मसभा होगी । <box>374 1598 528 1614</box>
text-line: (ii) रेखांकित शब्द का लिंग बदलकर वाक्य को फिर से लिखिए : भैंस पानी पी रही थी । <box>6 1836 353 1869</box>
text-line: 9. निर्देशानुसार उत्तर दीजिए । [1×5=5 <box>6 1313 209 1329</box>
text-line: (ख) उपसर्ग छाँटिए – निरादर <box>6 1243 142 1259</box>
text-line: 10. (i) କେ ସୋତ୍ସୁକାଃ ତିଷ୍ଠାମଃ ? <box>1114 732 1299 748</box>
text-line: 3. (क) साहित्य (ख) दस (ग) व्याकुल (घ) चमकीली (ङ) पहला <box>374 825 690 841</box>
text-line: 1. (क) व्यापारिक बातचीत सीधी और नपी-तुली होनी चाहिए । <box>374 649 673 665</box>
text-line: इस उपदेश के बाद पिताजी ने आशीर्वाद दिया । वंशीधर आज्ञाकारी पुत्र थे । ये बातें ध्यान से सुनीं और घर से चल खड़े हुए । इस विस्तृत संसार में उनके लिए धैर्य अपना मित्र, बुद्धि अपनी पथ प्रदर्शक और आत्मबल ही उनका सहायक था । लेकिन अच्छे शकुन से चले थे, जाते ही नमक विभाग के दारोगा पद पर प्रतिष्ठित हो गए । वेतन अच्छा और ऊपरी आय का ठिकाना ही न था । खबर मिलते ही बूढ़े मुंशीजी फूल नहीं समाये । महाजन लोग कुछ नरम पड़े । कलवार की आशा लता लहराई । पड़ोसियों के हृदय में शूल उठने लगे । <box>374 399 734 520</box>
hindi-answers1-heading: उत्तर: PART – I (OBJECTIVE) <box>374 620 736 642</box>
text-line: अथवा, उपस्थातुः सर्वं भैक्ष्यं किमर्थं गुरवे न्यवेदयत् ? <box>746 1541 985 1557</box>
text-line: 2. (i) ଚତୁର୍ଥୀ ବିଭକ୍ତି (ii) ତୃତୀୟା (iii) ଷଷ୍ଠୀ (iv) ପଞ୍ଚମୀ (v) କର୍ମ <box>1114 486 1449 519</box>
time-label: Time: 2½ Hours <box>6 273 124 288</box>
text-line: (iii) पर्यावरणस्य एतेषां ग्रहणं भवति । <box>746 715 924 731</box>
text-line: (v) तालाब में हाथ में रोटियाँ खाईं । <box>374 1721 540 1737</box>
text-line: अथवा, विवेकानन्दः किमर्थं रामकृष्णं गुरुरूपेण स्वीकृतवान् ? <box>746 1506 1025 1522</box>
text-line: (v) तुम्हारी सूरत भी नहीं देखी । <box>374 1633 524 1649</box>
text-line: 11.(କ) ସରଳଙ୍କ ପିତାଙ୍କ ନାମ ତାପସୀ କହିବାକୁ ମନା କରିଥିଲେ । ତାପସୀ ପିଲାଟିକୁ ତାଙ୍କ ପିତାଙ୍କ ନାମ କହିବାକୁ କହିଲେ । ସେ ପିତାଙ୍କ ନାମ ନ କହି ସତ୍ୟ କଥା କହିଲା । ତେଣୁ ତାପସୀ ସତ୍ୟବାଦୀ ପିଲାଟିକୁ ଆଶୀର୍ବାଦ କଲେ । <box>1114 854 1453 923</box>
text-line: 6. एकपदेन संक्षिप्तप्रयत्न्यं लिखत । [1×5=5 <box>746 1049 975 1065</box>
text-line: (iii) अमेरिका में धर्मसभा हो रही थी । – इस वाक्य को भविष्यत काल में बदल कर लिखिए । <box>6 1871 343 1904</box>
text-line: 4. निम्नलिखित किन्हीं पाँच वाक्यों का हिन्दी में अनुवाद कीजिए । [2×5=10 <box>6 1959 315 1992</box>
text-line: (ଖ) ବିବେକାନନ୍ଦ ଆମେରିକାରେ ଧର୍ମସଭାରେ ହିନ୍ଦୁଧର୍ମ ବିଷୟରେ ଭାଷଣ ଦେଇଥିଲେ । <box>1114 1259 1453 1292</box>
column-hindi-answers <box>374 240 736 2335</box>
text-line: (iv) मातरं भक्ति कुरु । <box>746 1014 858 1030</box>
text-line: (ङ) धूलि-धूसर बादलों ने किसको घेर लिया ? <box>6 979 216 995</box>
text-line: ଅଥବା, ବେପମାନା ସୀତା ଦୁଃଖିତ ଓ ଚିନ୍ତିତ ପତିଙ୍କୁ ଦେଖିଲେ । ରାମଙ୍କ ମୁଖ ମଳିନ ଥିଲା । <box>1114 1118 1465 1151</box>
text-line: (iv) अतीव मेधाविनस्तस्य स्मृतिः नितरां प्रखरा आसीत् । <box>746 1296 1004 1312</box>
text-line: (ଖ) ବୃକ୍ଷୋପରି ସ୍ଥିତାଃ ପକ୍ଷିଣଃ ଉଡ୍ଡୀୟନ୍ତ । <box>1114 1470 1330 1486</box>
text-line: (ଚ) ଆମେମାନେ ପର୍ଯ୍ୟଟନରେ ଯାଉଛୁ । <box>1114 364 1311 380</box>
text-line: (क) कबीर ने किसे तप माना और किस पाप ? <box>6 768 222 784</box>
text-line: (घ) सही रूप क्या होगा – समाज + इक <box>6 1067 196 1083</box>
text-line: (ଛ) ଶଙ୍କରଃ ଗଣେଶସ୍ୟ ପିତା ଅସ୍ତି । <box>1114 1558 1308 1574</box>
text-line: (i) घटना-बढ़ना रोज किसी दिन, ऐसा भी बनता है, नहीं किसी की आँखों का, तु दिखलाई पड़ता है । <box>6 1677 364 1711</box>
text-line: 1. (i) मनुष्य को मधुरवचन बोलना चाहिए । मधुर वचन के साथ अच्छी भावना और हृदय की स्वच्छता भी होनी चाहिए । वचन के अनुकूल कर्म करने से मनुष्य वंद्य बनता है । <box>374 1193 730 1244</box>
hindi-answers2-list <box>374 1193 736 1914</box>
text-line: (घ) लेखिका जब लिखने बैठती थी, तब उनका ध्यान आकर्षित करने के लिए गिल्लू क्या करता था ? <box>6 574 358 608</box>
text-line: (i) रेखांकित शब्द का लिंग बदलकर वाक्य को फिर से लिखिए : सेवक दूसरों की सेवा करता है । <box>6 1800 360 1834</box>
text-line: (iv) ପିଲିମାନାରେ ଜାକାନ ବେଳ ଶେଖ ଦେଖା କରିଥାନ୍ତି । <box>374 276 654 292</box>
text-line: (ग) वर्तनी शुद्ध कीजिए – ईर्षा <box>6 1049 146 1065</box>
text-line: (viii) ପିଲାମାନେଙ୍କ ଠିକାରେ ନାମ ଗୁଡିକ ବୁଝାଇଲେ । <box>374 346 641 362</box>
text-line: 2. प्रदत्तवाक्येषु रेखांकितपदानां सकारणं विभक्तिं लिखत । [1×5=5 <box>746 662 1081 678</box>
subject-title: ତୃତୀୟ ଭାଷା ହିନ୍ଦୀ/ସଂସ୍କୃତ (THIRD LANGUAGE HINDI/SANSKRIT) <box>0 178 1476 236</box>
students-exam-photo <box>1240 0 1476 170</box>
text-line: (ङ) ओड़िशा के इतिहास का ______ पन्ना है ईसवी पूर्व तीसरी शताब्दी का । <box>6 733 359 749</box>
text-line: अथवा, युधिष्ठिरमतेन कः पन्थाः भवति ? <box>746 1629 930 1645</box>
